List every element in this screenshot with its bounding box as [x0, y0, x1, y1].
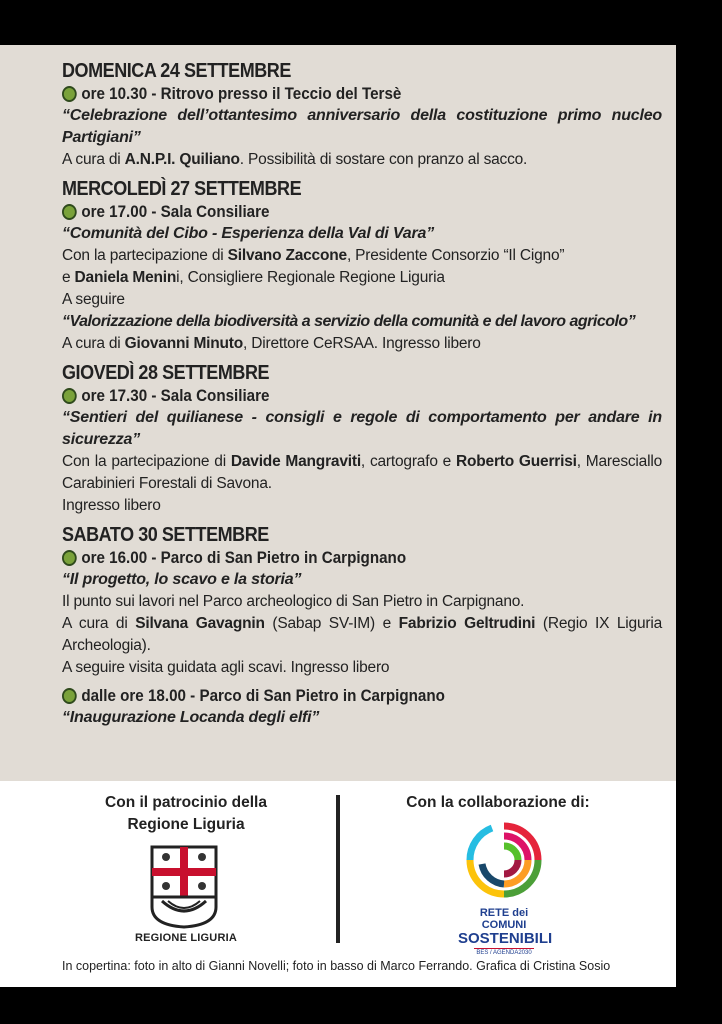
event-day-3 — [62, 361, 662, 517]
session-line: Con la partecipazione di Silvano Zaccone, Presidente Consorzio “Il Cigno” — [62, 247, 565, 264]
session-title: “Inaugurazione Locanda degli elfi” — [62, 709, 320, 726]
photo-credits: In copertina: foto in alto di Gianni Novelli; foto in basso di Marco Ferrando. Grafica di Cristina Sosio — [62, 959, 611, 973]
session-line: A cura di A.N.P.I. Quiliano. Possibilità di sostare con pranzo al sacco. — [62, 151, 528, 168]
bullet-dot-icon — [62, 688, 77, 704]
bullet-dot-icon — [62, 550, 77, 566]
session-line: A seguire — [62, 291, 125, 308]
day-heading: GIOVEDÌ 28 SETTEMBRE — [62, 362, 270, 384]
event-day-1 — [62, 59, 662, 171]
event-day-2 — [62, 177, 662, 355]
session-subtitle: “Valorizzazione della biodiversità a servizio della comunità e del lavoro agricolo” — [62, 313, 636, 330]
session-time: ore 17.00 - Sala Consiliare — [62, 201, 614, 223]
session-title: “Il progetto, lo scavo e la storia” — [62, 571, 302, 588]
regione-liguria-emblem — [148, 845, 220, 934]
session-time: ore 16.00 - Parco di San Pietro in Carpignano — [62, 547, 614, 569]
footer-divider — [336, 795, 340, 943]
network-name-line2: SOSTENIBILI — [458, 930, 553, 947]
session-time: ore 17.30 - Sala Consiliare — [62, 385, 614, 407]
session-time: ore 10.30 - Ritrovo presso il Teccio del Tersè — [62, 83, 614, 105]
session-title: “Comunità del Cibo - Esperienza della Val di Vara” — [62, 225, 435, 242]
day-heading: MERCOLEDÌ 27 SETTEMBRE — [62, 178, 302, 200]
program-panel — [0, 45, 676, 781]
emblem-caption: REGIONE LIGURIA — [134, 932, 237, 944]
session-line: Ingresso libero — [62, 497, 161, 514]
session-line: e Daniela Menini, Consigliere Regionale Regione Liguria — [62, 269, 445, 286]
session-time: dalle ore 18.00 - Parco di San Pietro in Carpignano — [62, 685, 614, 707]
network-tagline: BES / AGENDA2030 — [474, 948, 534, 958]
bullet-dot-icon — [62, 388, 77, 404]
network-name-line1: RETE dei COMUNI — [479, 907, 529, 931]
bullet-dot-icon — [62, 204, 77, 220]
session-title: “Celebrazione dell’ottantesimo anniversario della costituzione primo nucleo Partigiani” — [62, 107, 662, 146]
session-line: A cura di Giovanni Minuto, Direttore CeRSAA. Ingresso libero — [62, 335, 481, 352]
rete-comuni-sostenibili-logo — [458, 820, 553, 958]
session-line: A cura di Silvana Gavagnin (Sabap SV-IM) e Fabrizio Geltrudini (Regio IX Liguria Archeologia). — [62, 615, 663, 654]
bullet-dot-icon — [62, 86, 77, 102]
session-line: Il punto sui lavori nel Parco archeologico di San Pietro in Carpignano. — [62, 593, 525, 610]
session-line: Con la partecipazione di Davide Mangraviti, cartografo e Roberto Guerrisi, Maresciallo Carabinieri Forestali di Savona. — [62, 453, 662, 492]
day-heading: DOMENICA 24 SETTEMBRE — [62, 60, 291, 82]
sdg-spiral-icon — [458, 820, 550, 902]
session-line: A seguire visita guidata agli scavi. Ingresso libero — [62, 659, 390, 676]
regione-liguria-crest-icon — [148, 845, 220, 929]
session-title: “Sentieri del quilianese - consigli e regole di comportamento per andare in sicurezza” — [62, 409, 662, 448]
patronage-label: Con il patrocinio della Regione Liguria — [105, 794, 267, 833]
event-day-4 — [62, 523, 662, 729]
day-heading: SABATO 30 SETTEMBRE — [62, 524, 269, 546]
collaboration-label: Con la collaborazione di: — [406, 794, 590, 811]
program-content — [62, 59, 662, 735]
